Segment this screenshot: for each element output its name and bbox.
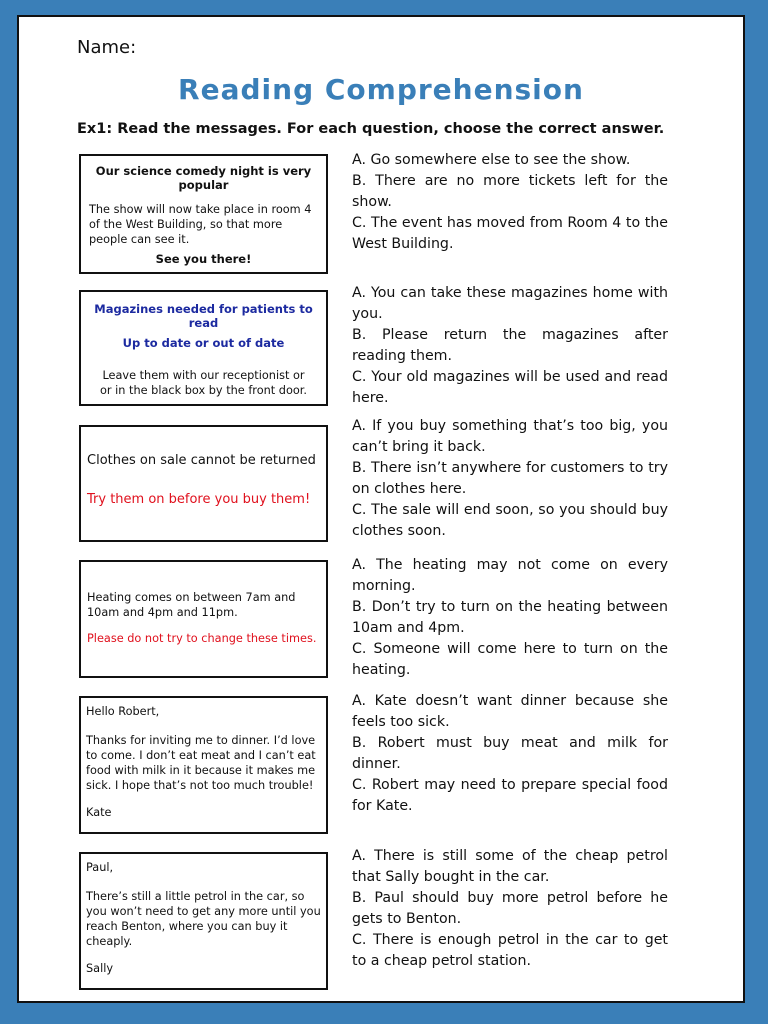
- worksheet-page: [17, 15, 745, 1003]
- message-2-subheading: Up to date or out of date: [122, 336, 285, 350]
- message-4-note: Please do not try to change these times.: [87, 632, 317, 645]
- message-box-1: [79, 154, 328, 274]
- exercise-instruction: Ex1: Read the messages. For each question, choose the correct answer.: [77, 121, 665, 137]
- message-3-heading: Clothes on sale cannot be returned: [87, 453, 316, 468]
- message-4-body: Heating comes on between 7am and 10am and 4pm and 11pm.: [87, 591, 296, 619]
- message-5-body: Thanks for inviting me to dinner. I’d love to come. I don’t eat meat and I can’t eat food with milk in it because it makes me sick. I hope that’s not too much trouble!: [86, 734, 316, 792]
- message-box-5: [79, 696, 328, 834]
- option-2b[interactable]: B. Please return the magazines after reading them.: [352, 327, 668, 364]
- message-box-2: [79, 290, 328, 406]
- answer-options-5: [352, 691, 668, 817]
- message-6-greeting: Paul,: [86, 861, 114, 874]
- option-2a[interactable]: A. You can take these magazines home with you.: [352, 285, 668, 322]
- message-6-body: There’s still a little petrol in the car, so you won’t need to get any more until you reach Benton, where you can buy it cheaply.: [86, 890, 321, 948]
- message-2-heading: Magazines needed for patients to read: [94, 302, 313, 330]
- option-5c[interactable]: C. Robert may need to prepare special food for Kate.: [352, 777, 668, 814]
- message-box-4: [79, 560, 328, 678]
- message-5-signature: Kate: [86, 806, 112, 819]
- option-5b[interactable]: B. Robert must buy meat and milk for dinner.: [352, 735, 668, 772]
- option-1c[interactable]: C. The event has moved from Room 4 to the West Building.: [352, 215, 668, 252]
- option-6c[interactable]: C. There is enough petrol in the car to get to a cheap petrol station.: [352, 932, 668, 969]
- option-2c[interactable]: C. Your old magazines will be used and read here.: [352, 369, 668, 406]
- message-1-closing: See you there!: [155, 252, 252, 266]
- option-4a[interactable]: A. The heating may not come on every morning.: [352, 557, 668, 594]
- option-4c[interactable]: C. Someone will come here to turn on the heating.: [352, 641, 668, 678]
- message-5-greeting: Hello Robert,: [86, 705, 160, 718]
- message-2-body: Leave them with our receptionist or or in the black box by the front door.: [100, 369, 307, 397]
- page-title: Reading Comprehension: [178, 73, 584, 106]
- message-6-signature: Sally: [86, 962, 114, 975]
- message-1-heading: Our science comedy night is very popular: [95, 164, 312, 192]
- answer-options-4: [352, 555, 668, 681]
- message-1-body: The show will now take place in room 4 of the West Building, so that more people can see it.: [89, 203, 312, 246]
- message-box-3: [79, 425, 328, 542]
- option-1a[interactable]: A. Go somewhere else to see the show.: [352, 152, 631, 168]
- option-6a[interactable]: A. There is still some of the cheap petrol that Sally bought in the car.: [352, 848, 668, 885]
- message-box-6: [79, 852, 328, 990]
- name-label: Name:: [77, 37, 137, 58]
- option-3b[interactable]: B. There isn’t anywhere for customers to try on clothes here.: [352, 460, 668, 497]
- answer-options-1: [352, 150, 668, 255]
- option-3c[interactable]: C. The sale will end soon, so you should buy clothes soon.: [352, 502, 668, 539]
- option-6b[interactable]: B. Paul should buy more petrol before he gets to Benton.: [352, 890, 668, 927]
- option-3a[interactable]: A. If you buy something that’s too big, you can’t bring it back.: [352, 418, 668, 455]
- answer-options-6: [352, 846, 668, 972]
- message-3-note: Try them on before you buy them!: [87, 492, 311, 507]
- answer-options-3: [352, 416, 668, 542]
- option-5a[interactable]: A. Kate doesn’t want dinner because she feels too sick.: [352, 693, 668, 730]
- answer-options-2: [352, 283, 668, 409]
- option-4b[interactable]: B. Don’t try to turn on the heating between 10am and 4pm.: [352, 599, 668, 636]
- option-1b[interactable]: B. There are no more tickets left for the show.: [352, 173, 668, 210]
